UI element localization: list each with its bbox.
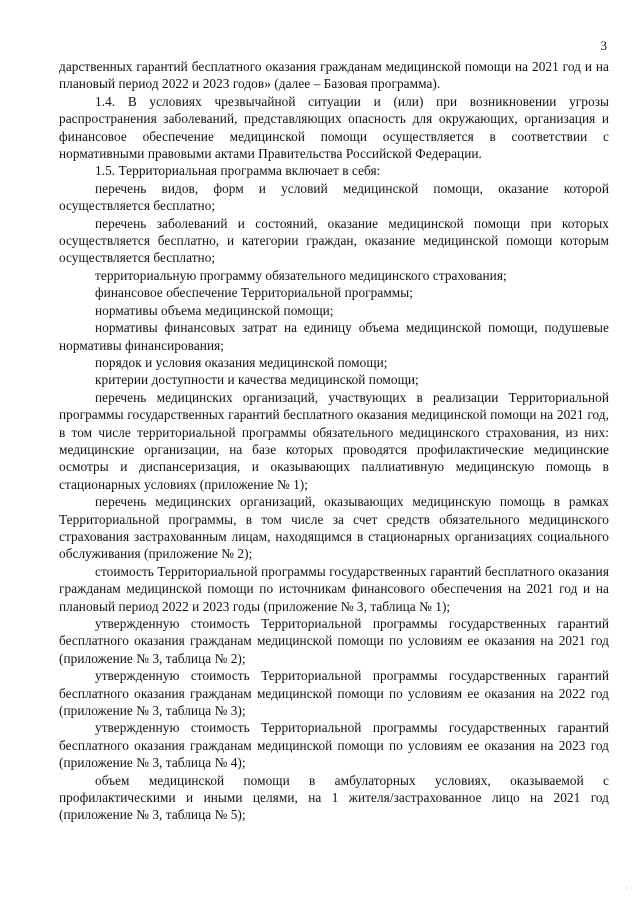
paragraph: дарственных гарантий бесплатного оказания гражданам медицинской помощи на 2021 год и на плановый период 2022 и 2023 годов» (далее – Базовая программа). (59, 59, 609, 92)
paragraph: 1.4. В условиях чрезвычайной ситуации и (или) при возникновении угрозы распространения заболеваний, представляющих опасность для окружающих, организация и финансовое обеспечение медицинской помощи осуществляется в соответствии с нормативными правовыми актами Правительства Российской Федерации. (59, 93, 609, 162)
paragraph: стоимость Территориальной программы государственных гарантий бесплатного оказания гражданам медицинской помощи по источникам финансового обеспечения на 2021 год и на плановый период 2022 и 2023 годы (приложение № 3, таблица № 1); (59, 563, 609, 614)
paragraph: нормативы финансовых затрат на единицу объема медицинской помощи, подушевые нормативы финансирования; (59, 320, 609, 353)
page-number: 3 (600, 38, 607, 53)
paragraph: перечень медицинских организаций, оказывающих медицинскую помощь в рамках Территориальной программы, в том числе за счет средств обязательного медицинского страхования застрахованным лицам, находящимся в стационарных организациях социального обслуживания (приложение № 2); (59, 494, 609, 562)
paragraph: порядок и условия оказания медицинской помощи; (95, 354, 388, 370)
paragraph: территориальную программу обязательного медицинского страхования; (95, 267, 507, 283)
paragraph: объем медицинской помощи в амбулаторных условиях, оказываемой с профилактическими и иными целями, на 1 жителя/застрахованное лицо на 2021 год (приложение № 3, таблица № 5); (59, 772, 609, 823)
paragraph: утвержденную стоимость Территориальной программы государственных гарантий бесплатного оказания гражданам медицинской помощи по условиям ее оказания на 2023 год (приложение № 3, таблица № 4); (59, 720, 609, 771)
paragraph: 1.5. Территориальная программа включает в себя: (95, 163, 381, 179)
paragraph: перечень медицинских организаций, участвующих в реализации Территориальной программы государственных гарантий бесплатного оказания медицинской помощи на 2021 год, в том числе территориальной программы обязательного медицинского страхования, из них: медицинские организации, на базе которых проводятся профилактические медицинские осмотры и диспансеризация, и оказывающих паллиативную медицинскую помощь в стационарных условиях (приложение № 1); (59, 389, 609, 492)
scan-corner-mark: · (625, 884, 628, 893)
paragraph: утвержденную стоимость Территориальной программы государственных гарантий бесплатного оказания гражданам медицинской помощи по условиям ее оказания на 2022 год (приложение № 3, таблица № 3); (59, 668, 609, 719)
paragraph: утвержденную стоимость Территориальной программы государственных гарантий бесплатного оказания гражданам медицинской помощи по условиям ее оказания на 2021 год (приложение № 3, таблица № 2); (59, 616, 609, 666)
paragraph: перечень видов, форм и условий медицинской помощи, оказание которой осуществляется бесплатно; (59, 180, 609, 214)
paragraph: финансовое обеспечение Территориальной программы; (95, 285, 413, 301)
document-body (59, 58, 609, 824)
paragraph: нормативы объема медицинской помощи; (95, 302, 334, 318)
paragraph: критерии доступности и качества медицинской помощи; (95, 372, 419, 388)
paragraph: перечень заболеваний и состояний, оказание медицинской помощи при которых осуществляется бесплатно, и категории граждан, оказание медицинской помощи которым осуществляется бесплатно; (59, 215, 609, 266)
